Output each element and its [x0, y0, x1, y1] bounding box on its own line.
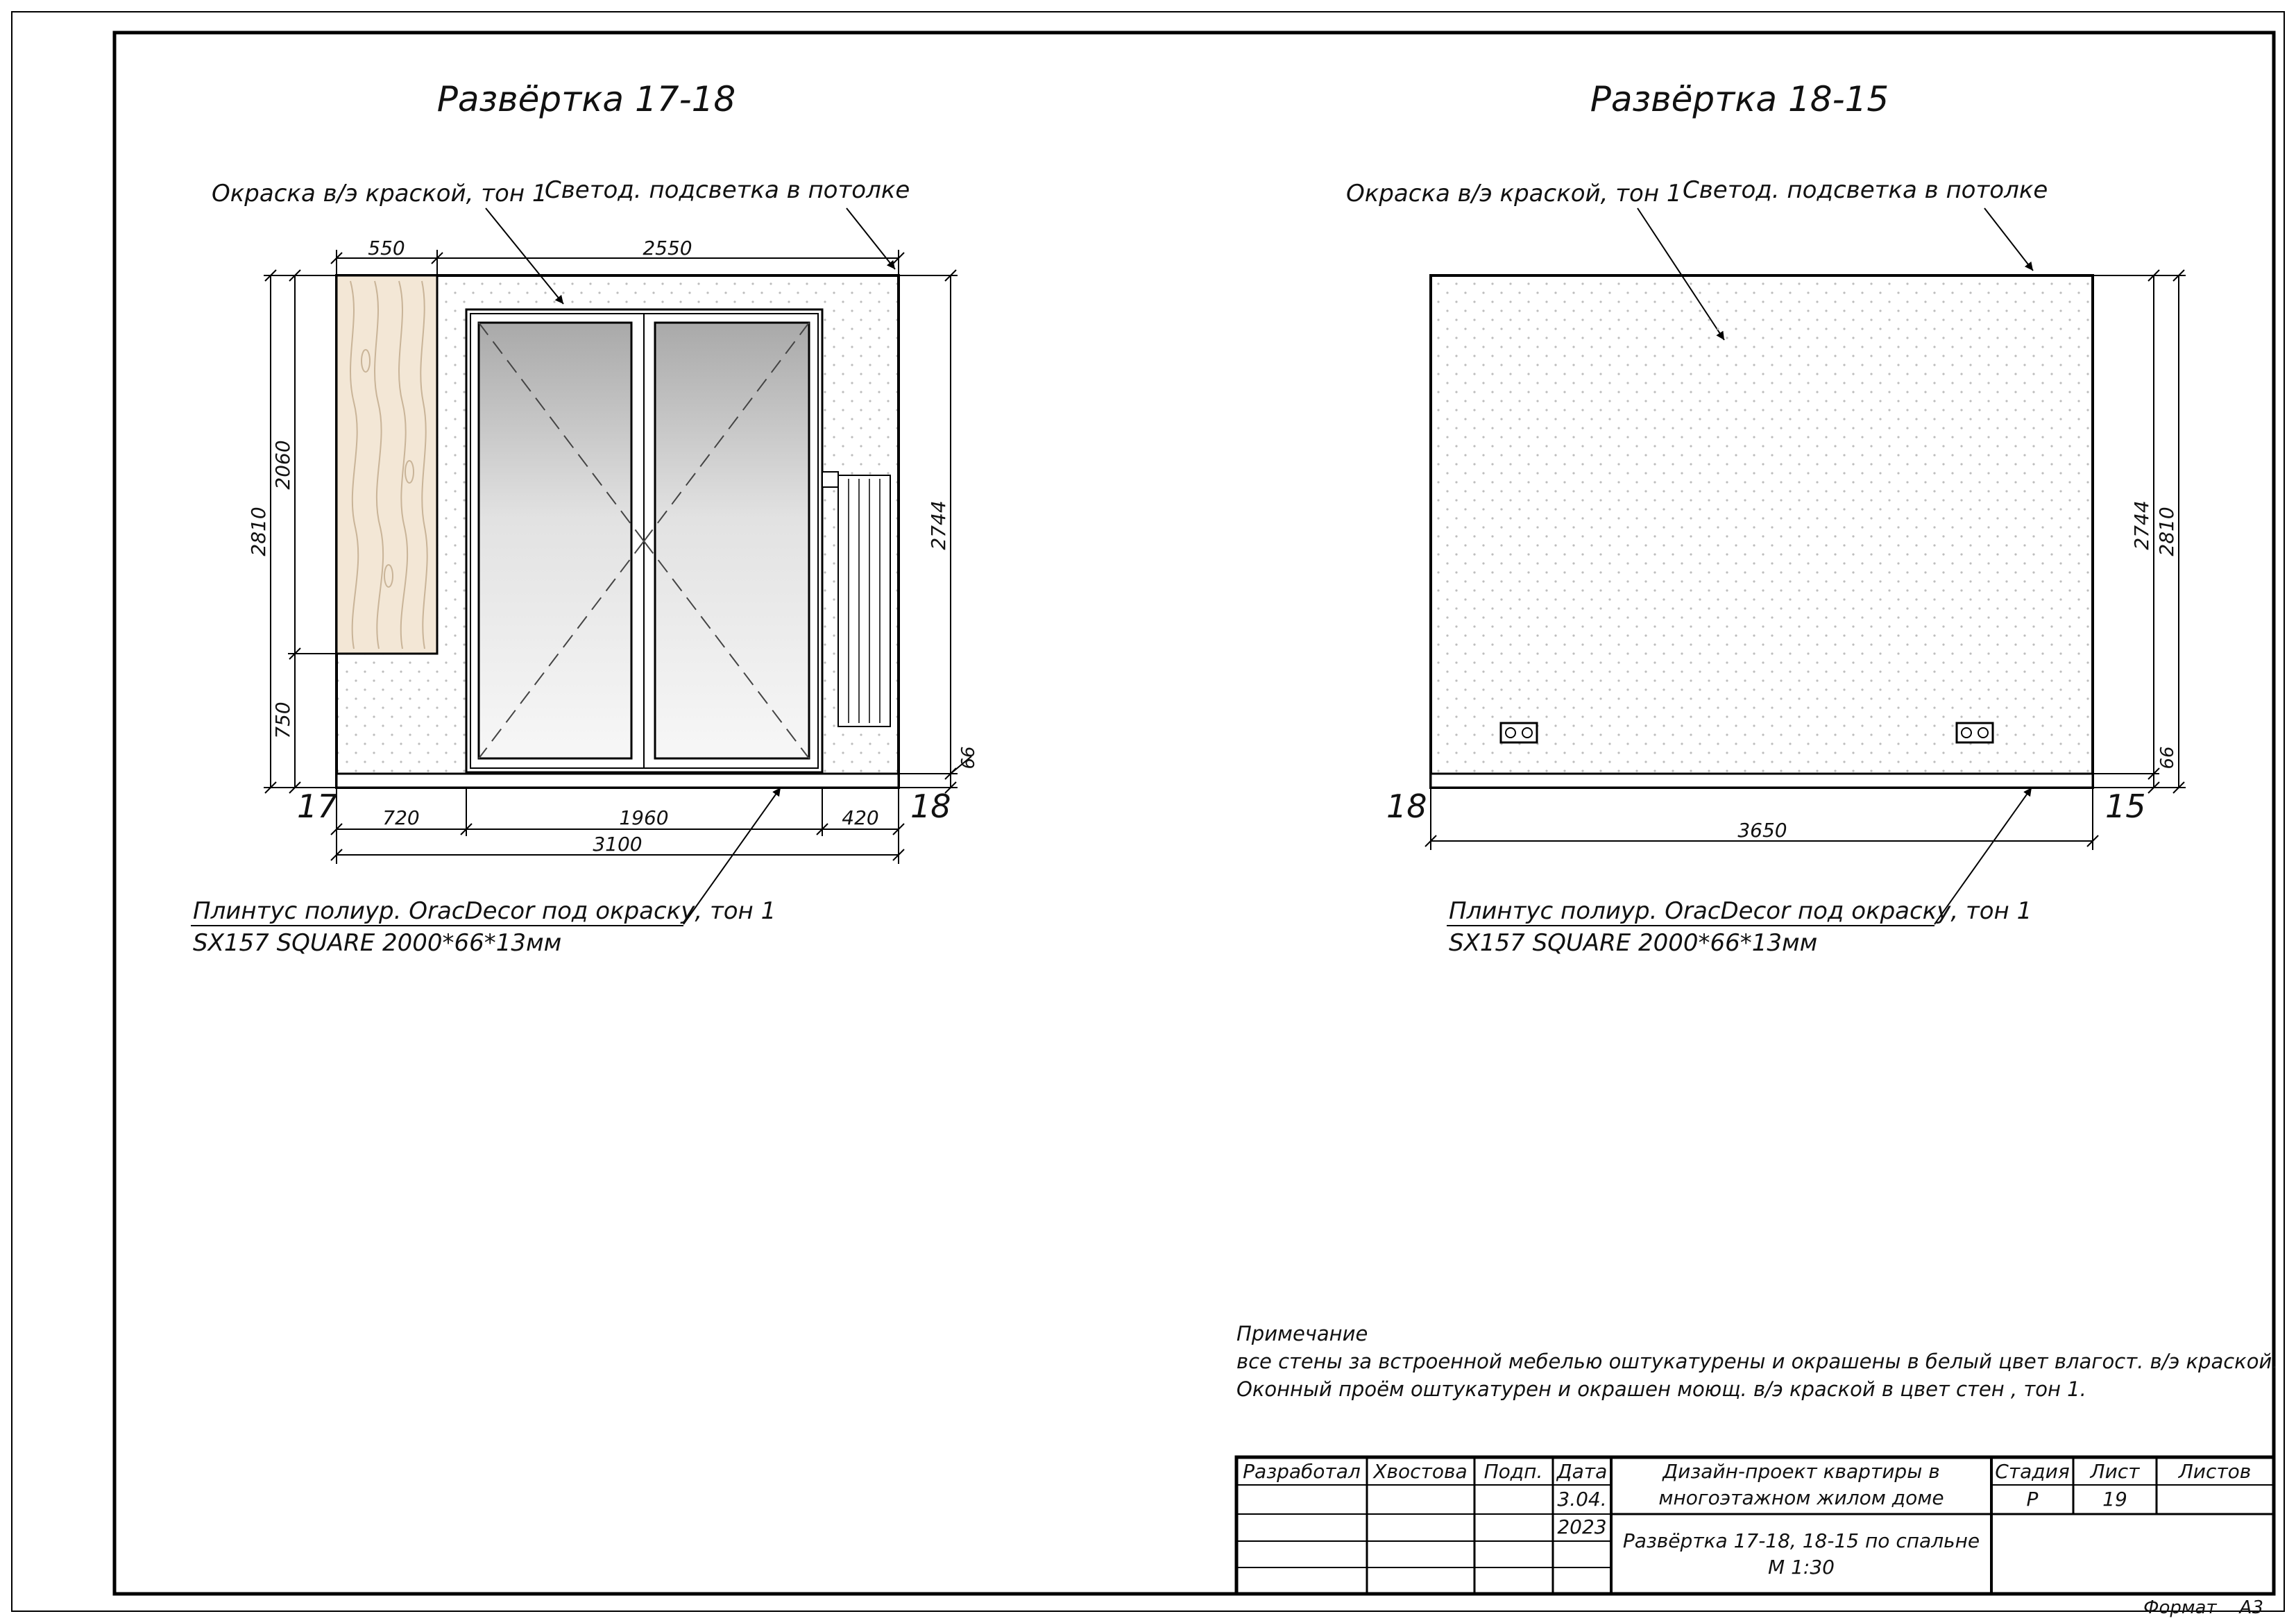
drawing-title-line-2: М 1:30 [1768, 1556, 1835, 1579]
developed-label: Разработал [1243, 1460, 1361, 1483]
top-dimensions-left [331, 250, 904, 275]
dim-2744-right: 2744 [2130, 500, 2153, 550]
note-heading: Примечание [1236, 1322, 1368, 1345]
dim-2744-left: 2744 [927, 500, 950, 550]
project-line-2: многоэтажном жилом доме [1658, 1486, 1944, 1509]
dim-3650: 3650 [1737, 819, 1787, 842]
project-line-1: Дизайн-проект квартиры в [1663, 1460, 1940, 1483]
wall-18-15 [1431, 275, 2093, 788]
axis-18-right: 18 [1386, 788, 1427, 825]
stage-label: Стадия [1995, 1460, 2070, 1483]
plinth-label-left: Плинтус полиур. OracDecor под окраску, тон 1 [193, 897, 776, 925]
axis-17: 17 [297, 788, 338, 825]
view-18-15 [1346, 79, 2186, 957]
plinth-spec-right: SX157 SQUARE 2000*66*13мм [1449, 929, 1818, 957]
socket-right [1957, 723, 1993, 742]
sheet-label: Лист [2090, 1460, 2140, 1483]
light-leader [847, 208, 895, 269]
dim-66-left: 66 [958, 746, 979, 770]
window-unit [466, 309, 822, 772]
dim-2810-left: 2810 [247, 507, 270, 556]
baseboard-right [1431, 774, 2093, 788]
axis-18-left: 18 [910, 788, 951, 825]
sheets-label: Листов [2178, 1460, 2252, 1483]
socket-left [1501, 723, 1537, 742]
dim-2060: 2060 [271, 440, 294, 490]
sheet-value: 19 [2102, 1488, 2127, 1511]
format-label: Формат А3 [2143, 1597, 2263, 1618]
note-line-1: все стены за встроенной мебелью оштукатурены и окрашены в белый цвет влагост. в/э краской. [1236, 1350, 2279, 1373]
dim-3100: 3100 [593, 833, 643, 856]
dim-550: 550 [368, 237, 405, 260]
plinth-label-right: Плинтус полиур. OracDecor под окраску, тон 1 [1449, 897, 2032, 925]
view-title-18-15: Развёртка 18-15 [1590, 79, 1889, 119]
light-leader-right [1984, 208, 2033, 271]
dim-2550: 2550 [643, 237, 692, 260]
axis-15: 15 [2105, 788, 2146, 825]
light-label-right: Светод. подсветка в потолке [1683, 176, 2048, 204]
paint-label: Окраска в/э краской, тон 1 [212, 180, 547, 207]
paint-label-right: Окраска в/э краской, тон 1 [1346, 180, 1682, 207]
dim-750: 750 [271, 702, 294, 739]
note-block [1236, 1322, 2279, 1401]
date-label: Дата [1556, 1460, 1608, 1483]
dim-2810-right: 2810 [2155, 507, 2178, 556]
dim-1960: 1960 [619, 806, 669, 829]
plinth-spec-left: SX157 SQUARE 2000*66*13мм [193, 929, 562, 957]
stage-value: Р [2026, 1488, 2039, 1511]
drawing-title-line-1: Развёртка 17-18, 18-15 по спальне [1622, 1529, 1980, 1552]
dim-720: 720 [382, 806, 420, 829]
date-value-1: 3.04. [1557, 1488, 1607, 1511]
note-line-2: Оконный проём оштукатурен и окрашен моющ. в/э краской в цвет стен , тон 1. [1236, 1377, 2086, 1401]
dim-420: 420 [842, 806, 879, 829]
signature-label: Подп. [1483, 1460, 1543, 1483]
wardrobe-panel [337, 275, 437, 654]
developer-name: Хвостова [1373, 1460, 1468, 1483]
date-value-2: 2023 [1557, 1515, 1607, 1538]
view-17-18 [191, 79, 979, 957]
dim-66-right: 66 [2157, 746, 2178, 770]
light-label: Светод. подсветка в потолке [545, 176, 910, 204]
view-title-17-18: Развёртка 17-18 [436, 79, 736, 119]
baseboard-left [337, 774, 899, 788]
